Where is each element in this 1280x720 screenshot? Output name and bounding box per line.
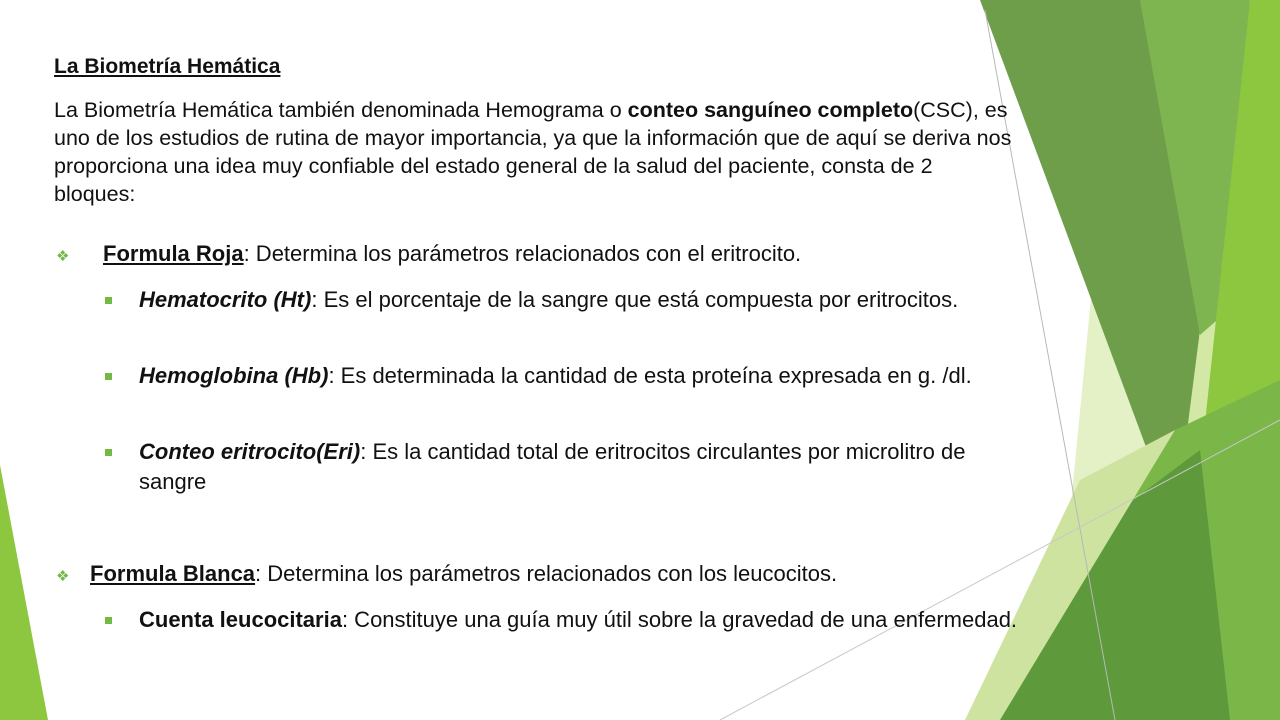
diamond-bullet-icon: ❖ <box>56 248 70 265</box>
section-heading: Formula Blanca <box>90 561 256 586</box>
item-term: Hematocrito (Ht) <box>139 287 312 312</box>
section-formula-roja <box>103 239 801 269</box>
diamond-bullet-icon: ❖ <box>56 568 70 585</box>
intro-bold-term: conteo sanguíneo completo <box>627 98 914 122</box>
item-text: : Es la cantidad total de eritrocitos circulantes por microlitro de sangre <box>139 439 966 494</box>
square-bullet-icon <box>105 297 112 304</box>
item-text: : Es el porcentaje de la sangre que está compuesta por eritrocitos. <box>311 287 959 312</box>
square-bullet-icon <box>105 617 112 624</box>
square-bullet-icon <box>105 373 112 380</box>
item-term: Hemoglobina (Hb) <box>139 363 329 388</box>
item-term: Cuenta leucocitaria <box>139 607 342 632</box>
item-conteo-eritrocito <box>139 437 1019 497</box>
section-text: : Determina los parámetros relacionados con los leucocitos. <box>255 561 838 586</box>
intro-text-2: (CSC), es uno de los estudios de rutina de mayor importancia, ya que la información que de aquí se deriva nos proporciona una idea muy confiable del estado general de la salud del paciente, consta de 2 bloques: <box>54 98 1012 206</box>
intro-text-1: La Biometría Hemática también denominada Hemograma o <box>54 98 628 122</box>
item-hematocrito <box>139 285 1019 315</box>
section-text: : Determina los parámetros relacionados con el eritrocito. <box>243 241 802 266</box>
item-text: : Es determinada la cantidad de esta proteína expresada en g. /dl. <box>328 363 972 388</box>
item-term: Conteo eritrocito(Eri) <box>139 439 361 464</box>
item-hemoglobina <box>139 361 1019 391</box>
section-heading: Formula Roja <box>103 241 244 266</box>
square-bullet-icon <box>105 449 112 456</box>
section-formula-blanca <box>90 559 837 589</box>
intro-paragraph <box>54 96 1014 208</box>
slide-title: La Biometría Hemática <box>54 55 281 78</box>
item-cuenta-leucocitaria <box>139 605 1019 635</box>
item-text: : Constituye una guía muy útil sobre la gravedad de una enfermedad. <box>341 607 1018 632</box>
